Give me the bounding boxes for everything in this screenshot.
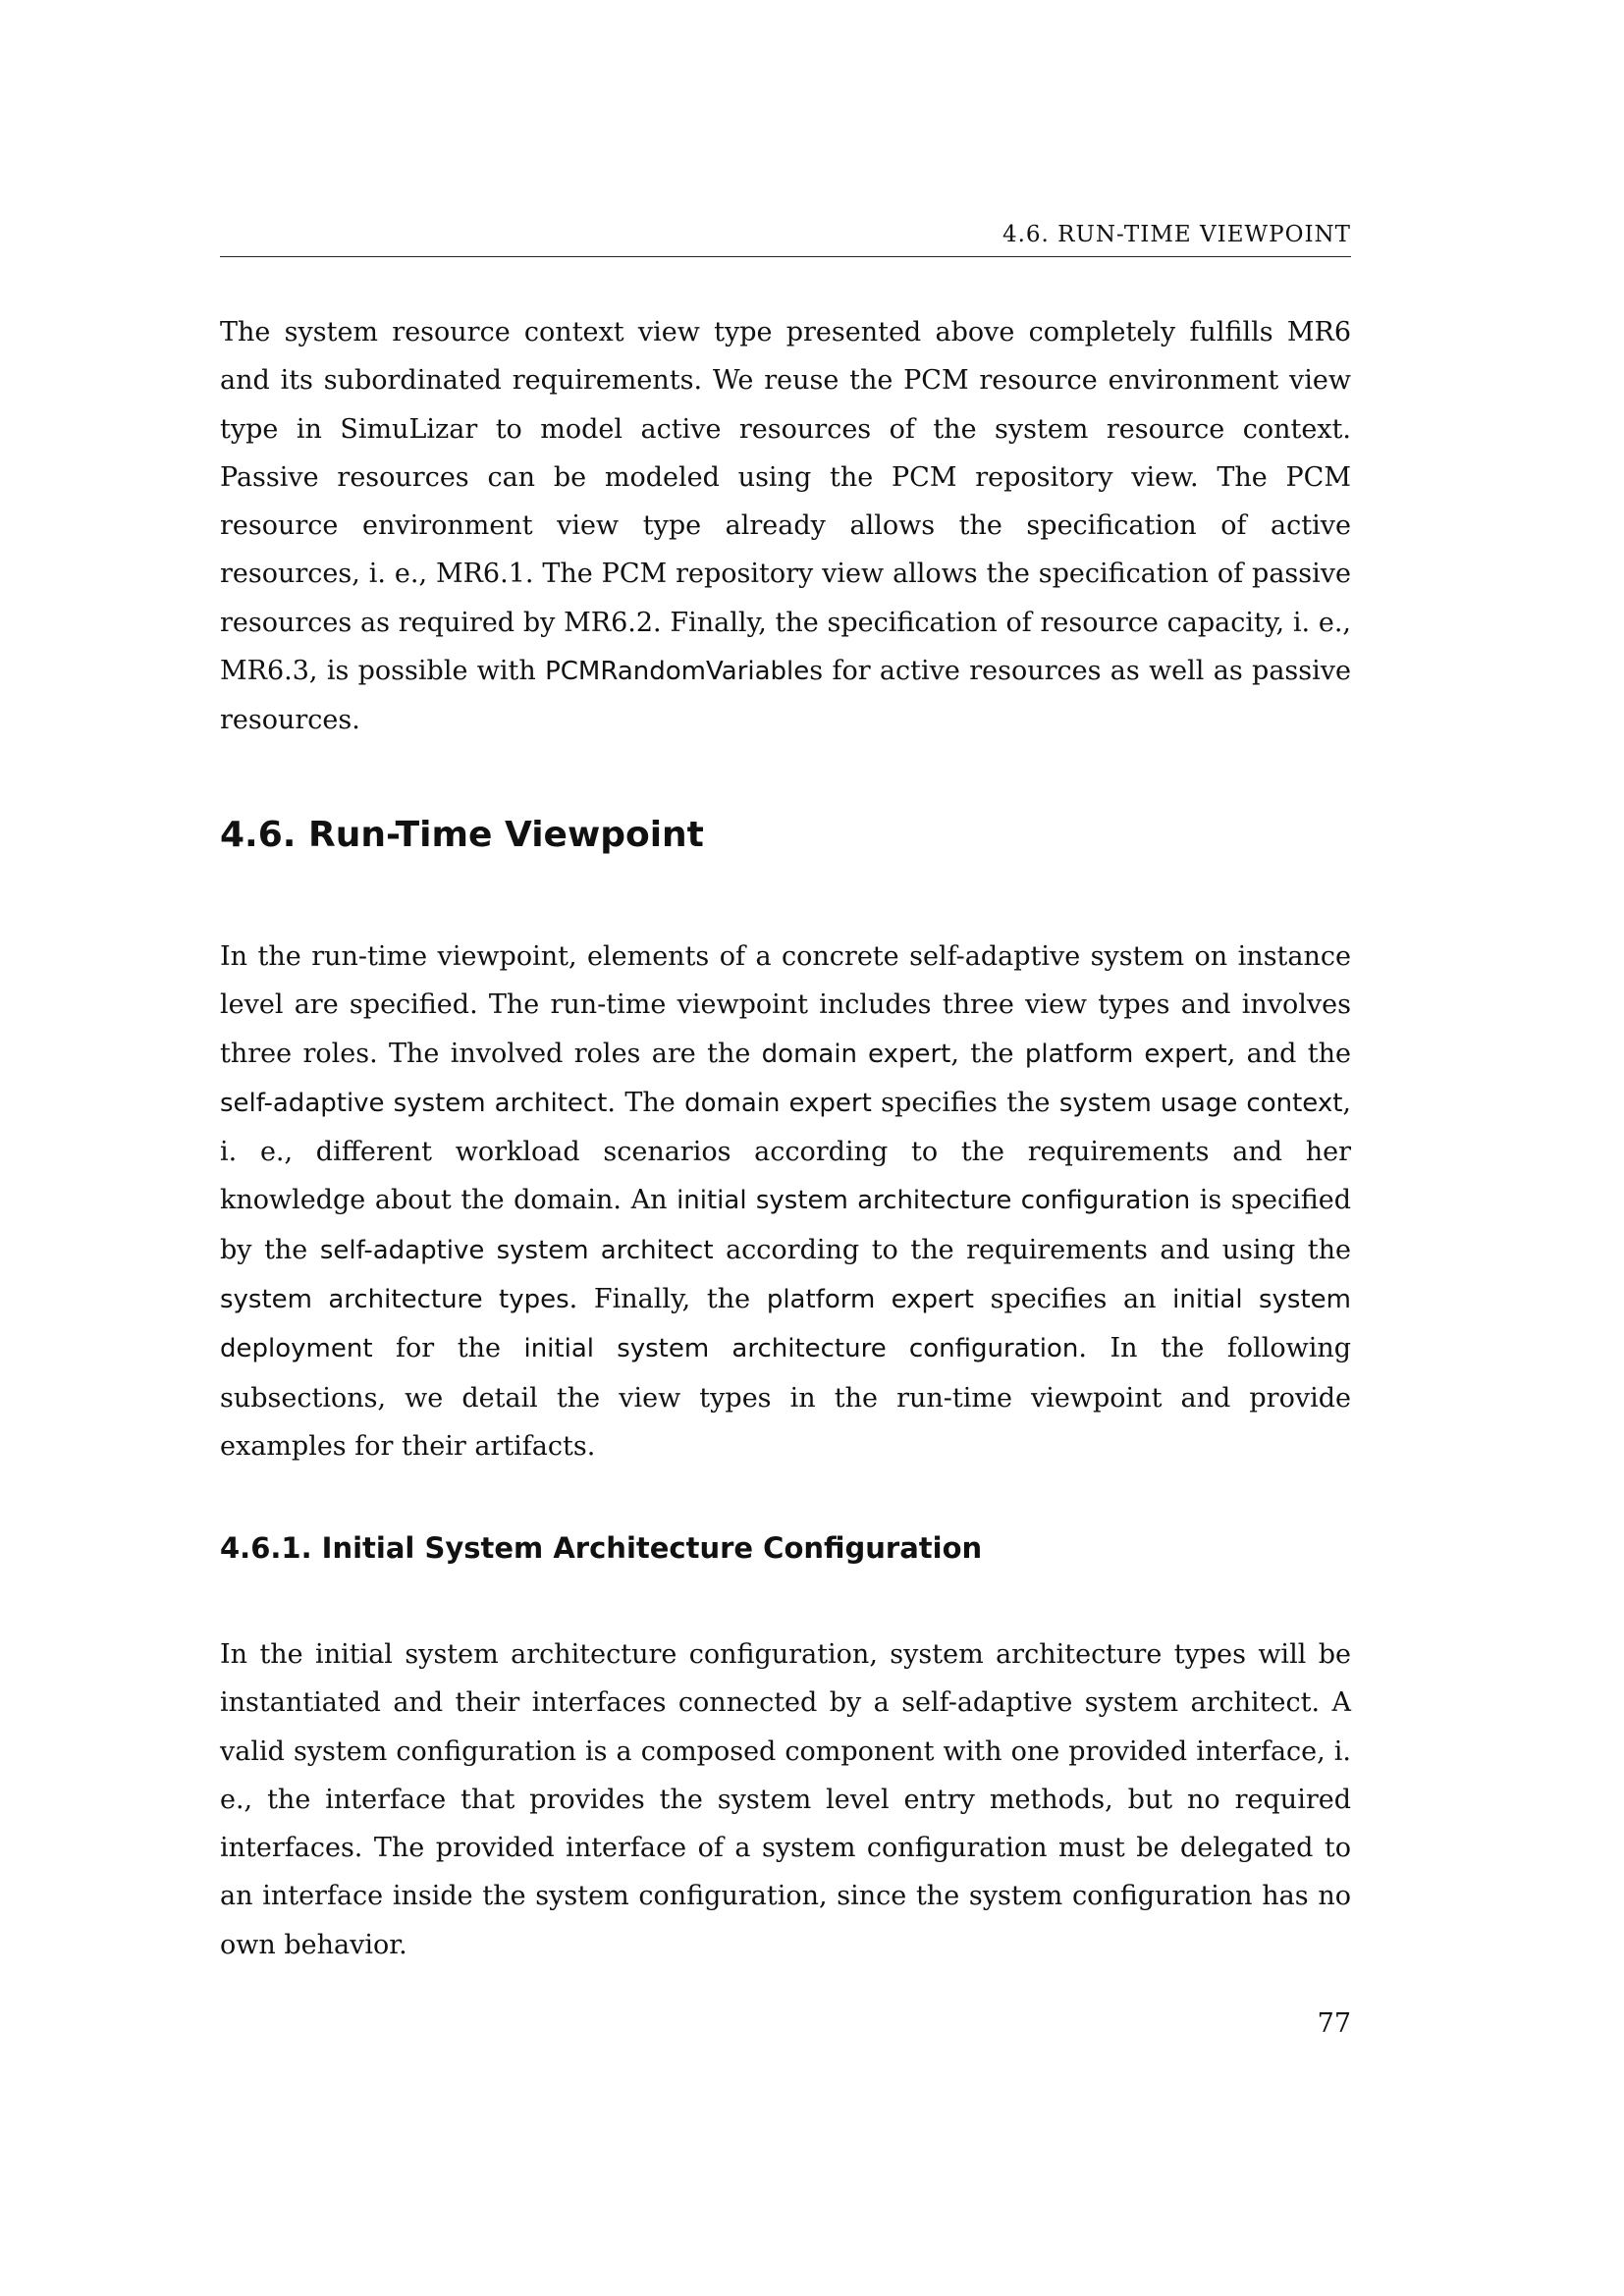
text-run: specifies the: [871, 1087, 1059, 1118]
term-system-architecture-types: system architecture types: [220, 1285, 569, 1315]
text-run: . In the following subsections, we detail the view types in the run-time viewpoint and provide examples for their artifacts.: [220, 1333, 1352, 1462]
text-run: is specified by the: [220, 1185, 1351, 1265]
term-initial-system-deployment: initial system deployment: [220, 1285, 1351, 1364]
term-platform-expert: platform expert: [766, 1285, 974, 1315]
term-pcm-random-variable: PCMRandomVariable: [545, 657, 810, 687]
text-run: specifies an: [973, 1284, 1173, 1315]
section-title: 4.6. Run-Time Viewpoint: [220, 815, 704, 855]
term-initial-system-architecture-configuration: initial system architecture configuration: [523, 1334, 1079, 1364]
text-run: The system resource context view type presented above completely fulfills MR6 and its subordinated requirements. We reuse the PCM resource environment view type in SimuLizar to model active resources of the system resource context. Passive resources can be modeled using the PCM repository view. The PCM resource environment view type already allows the specification of active resources, i. e., MR6.1. The PCM repository view allows the specification of passive resources as required by MR6.2. Finally, the specification of resource capacity, i. e., MR6.3, is possible with: [220, 317, 1351, 687]
text-run: , and the: [1226, 1038, 1351, 1069]
paragraph-run-time-viewpoint: [220, 933, 1351, 1470]
term-self-adaptive-system-architect: self-adaptive system architect: [220, 1088, 608, 1118]
term-system-usage-context: system usage context: [1058, 1088, 1343, 1118]
text-run: In the run-time viewpoint, elements of a concrete self-adaptive system on instance level are specified. The run-time viewpoint includes three view types and involves three roles. The involved roles are the: [220, 941, 1351, 1069]
text-run: for the: [372, 1333, 524, 1364]
text-run: s for active resources as well as passive resources.: [220, 656, 1351, 736]
term-initial-system-architecture-configuration: initial system architecture configuration: [677, 1186, 1191, 1216]
running-header: 4.6. RUN-TIME VIEWPOINT: [1001, 222, 1351, 247]
text-run: . The: [607, 1087, 685, 1118]
text-run: according to the requirements and using the: [713, 1234, 1351, 1265]
text-run: . Finally, the: [568, 1284, 767, 1315]
page-number: 77: [1317, 2008, 1351, 2039]
term-self-adaptive-system-architect: self-adaptive system architect: [319, 1235, 714, 1265]
subsection-title: 4.6.1. Initial System Architecture Configuration: [220, 1531, 983, 1565]
text-run: , the: [950, 1038, 1025, 1069]
term-domain-expert: domain expert: [684, 1088, 872, 1118]
paragraph-initial-configuration: In the initial system architecture configuration, system architecture types will be instantiated and their interfaces connected by a self-adaptive system architect. A valid system configuration is a composed component with one provided interface, i. e., the interface that provides the system level entry methods, but no required interfaces. The provided interface of a system configuration must be delegated to an interface inside the system configuration, since the system configuration has no own behavior.: [220, 1639, 1351, 1960]
header-rule: [220, 256, 1351, 257]
paragraph-resource-context: [220, 308, 1351, 745]
term-platform-expert: platform expert: [1024, 1039, 1227, 1069]
text-run: , i. e., different workload scenarios according to the requirements and her knowledge about the domain. An: [220, 1087, 1351, 1216]
term-domain-expert: domain expert: [761, 1039, 951, 1069]
